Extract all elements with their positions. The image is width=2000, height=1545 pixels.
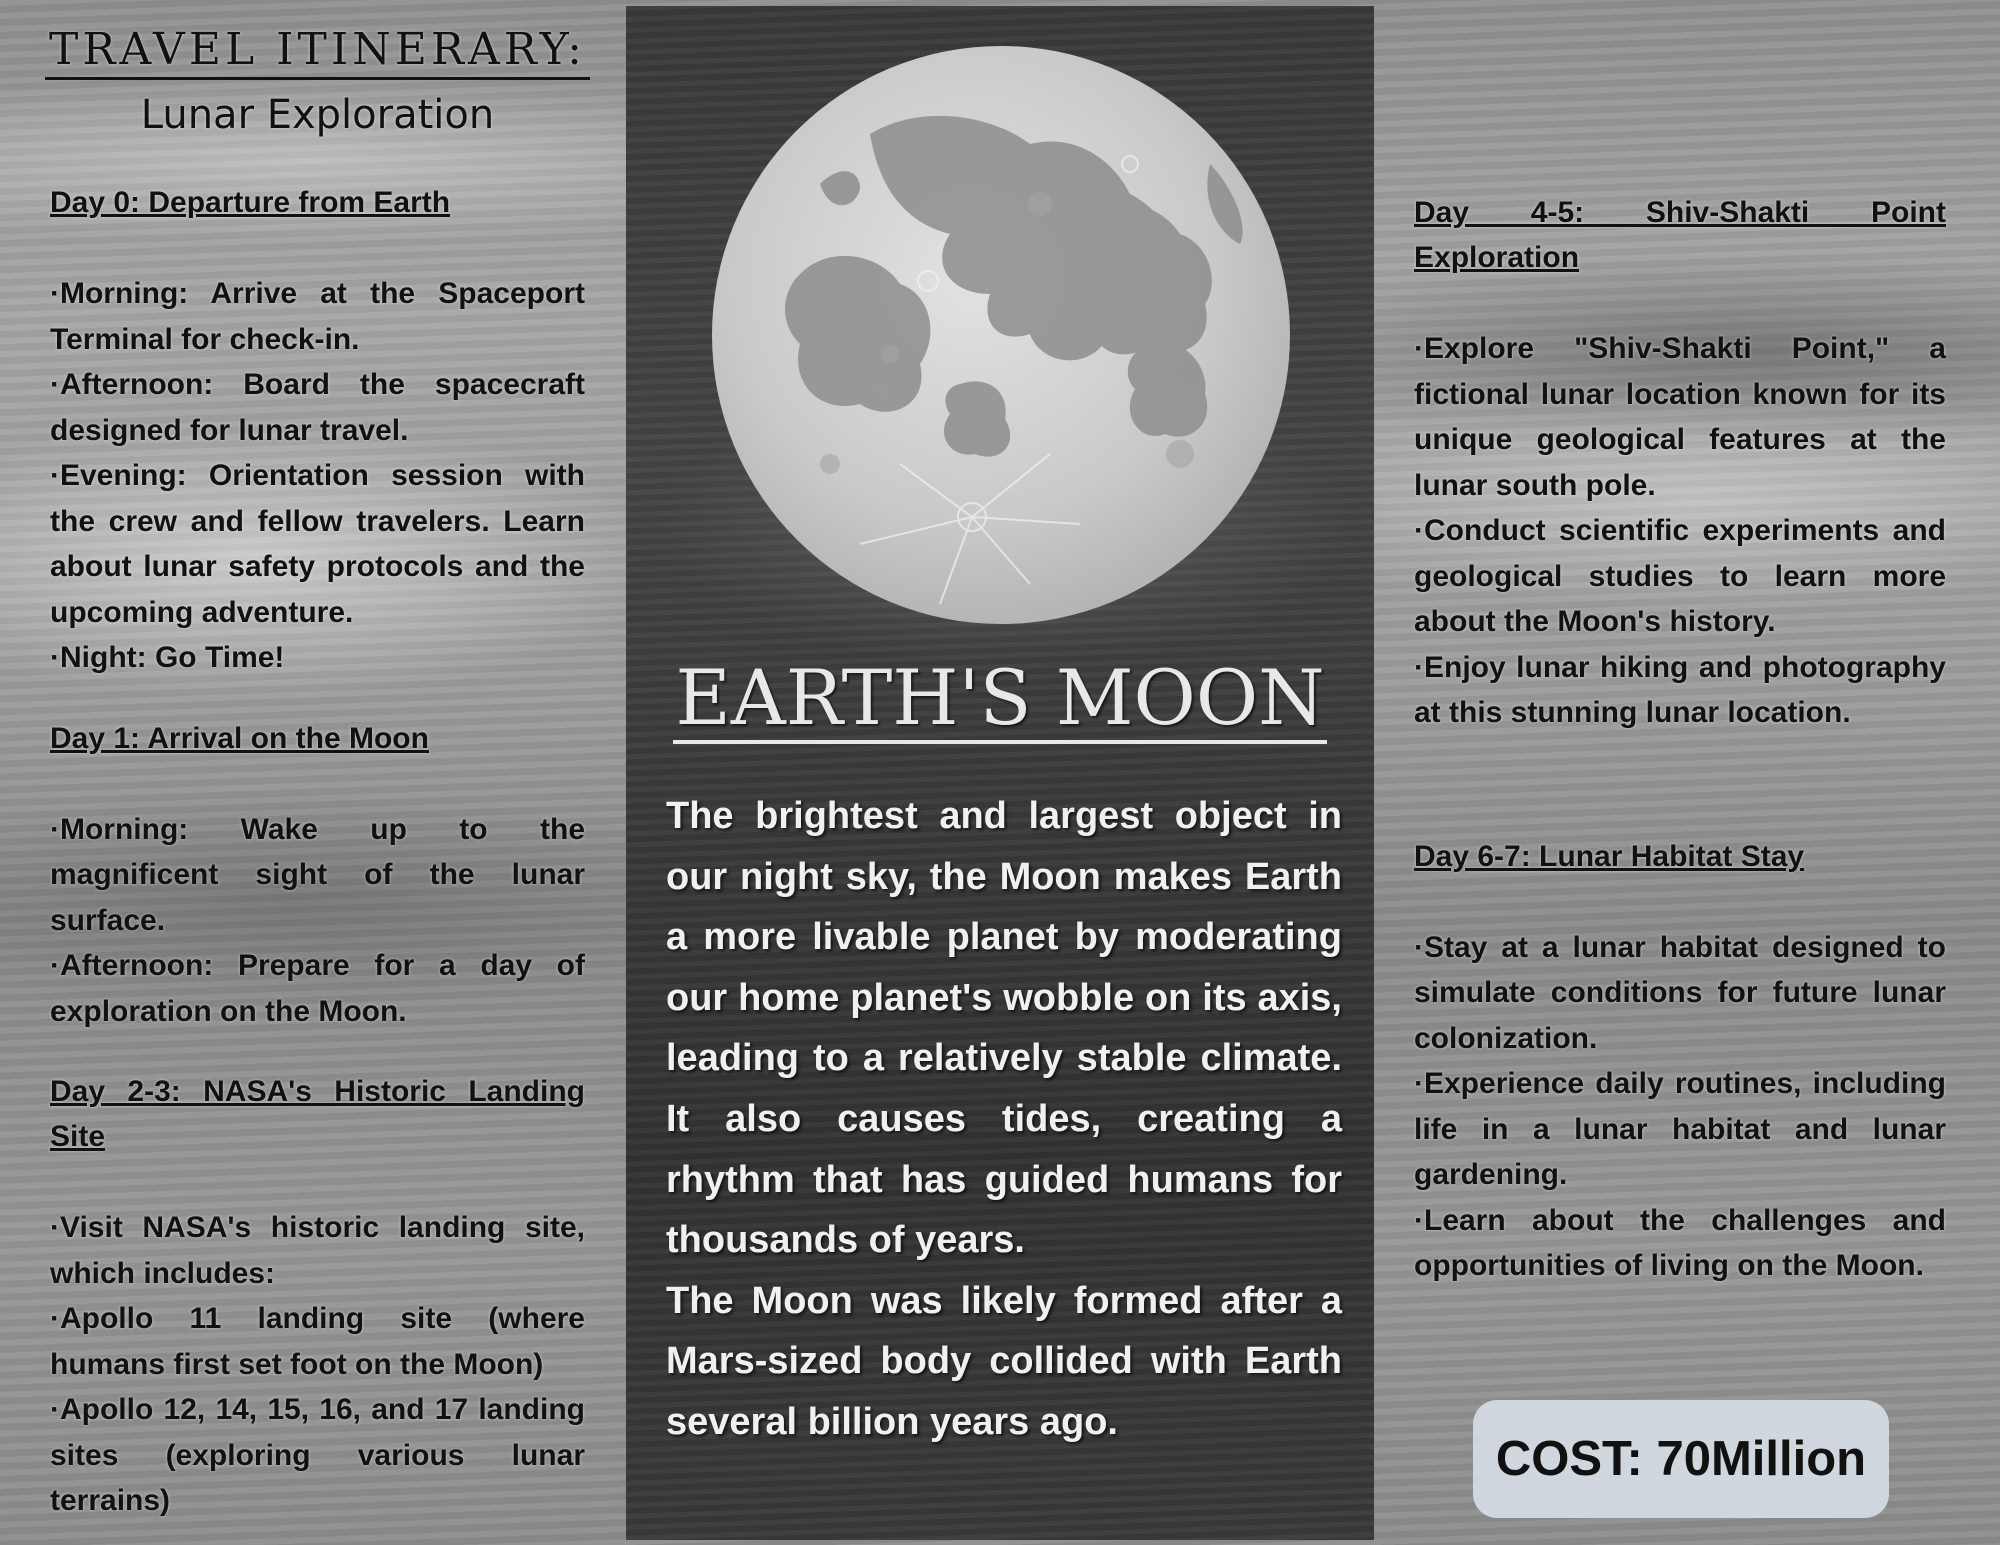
day-0-heading: Day 0: Departure from Earth	[50, 186, 451, 219]
day-0-item: ·Night: Go Time!	[50, 641, 285, 674]
title-block	[45, 24, 590, 138]
page-subtitle: Lunar Exploration	[140, 92, 495, 138]
center-panel	[626, 6, 1374, 1540]
day-1-item: ·Afternoon: Prepare for a day of exploration on the Moon.	[50, 949, 585, 1028]
day-0-item: ·Evening: Orientation session with the crew and fellow travelers. Learn about lunar safety protocols and the upcoming adventure.	[50, 459, 585, 629]
moon-title	[626, 653, 1374, 744]
moon-description	[666, 786, 1342, 1453]
cost-badge	[1473, 1400, 1889, 1518]
day-4-5-heading: Day 4-5: Shiv-Shakti Point Exploration	[1414, 196, 1946, 274]
left-column	[50, 24, 585, 1524]
day-2-3-item: ·Apollo 12, 14, 15, 16, and 17 landing sites (exploring various lunar terrains)	[50, 1393, 585, 1517]
day-2-3-heading: Day 2-3: NASA's Historic Landing Site	[50, 1075, 585, 1153]
day-0-item: ·Afternoon: Board the spacecraft designed for lunar travel.	[50, 368, 585, 447]
day-6-7-item: ·Stay at a lunar habitat designed to simulate conditions for future lunar colonization.	[1414, 930, 1946, 1055]
moon-paragraph: The Moon was likely formed after a Mars-sized body collided with Earth several billion years ago.	[666, 1279, 1342, 1443]
day-2-3-item: ·Visit NASA's historic landing site, which includes:	[50, 1211, 585, 1290]
moon-icon	[710, 44, 1292, 626]
moon-paragraph: The brightest and largest object in our night sky, the Moon makes Earth a more livable planet by moderating our home planet's wobble on its axis, leading to a relatively stable climate. It also causes tides, creating a rhythm that has guided humans for thousands of years.	[666, 795, 1342, 1262]
right-column	[1414, 190, 1946, 1289]
day-4-5-item: ·Conduct scientific experiments and geological studies to learn more about the Moon's history.	[1414, 514, 1946, 638]
day-6-7-heading: Day 6-7: Lunar Habitat Stay	[1414, 839, 1805, 873]
day-6-7-item: ·Experience daily routines, including life in a lunar habitat and lunar gardening.	[1414, 1067, 1946, 1191]
moon-title-text: EARTH'S MOON	[675, 653, 1325, 742]
day-4-5-item: ·Explore "Shiv-Shakti Point," a fictional lunar location known for its unique geological features at the lunar south pole.	[1414, 332, 1946, 502]
cost-label: COST: 70Million	[1495, 1432, 1867, 1486]
day-1-heading: Day 1: Arrival on the Moon	[50, 721, 429, 755]
day-1-item: ·Morning: Wake up to the magnificent sight of the lunar surface.	[50, 812, 585, 937]
page-title: TRAVEL ITINERARY:	[45, 24, 590, 80]
day-4-5-item: ·Enjoy lunar hiking and photography at this stunning lunar location.	[1414, 650, 1946, 729]
moon-illustration	[710, 44, 1292, 626]
day-0-item: ·Morning: Arrive at the Spaceport Terminal for check-in.	[50, 277, 585, 356]
day-2-3-item: ·Apollo 11 landing site (where humans first set foot on the Moon)	[50, 1302, 585, 1381]
day-6-7-item: ·Learn about the challenges and opportunities of living on the Moon.	[1414, 1203, 1946, 1282]
